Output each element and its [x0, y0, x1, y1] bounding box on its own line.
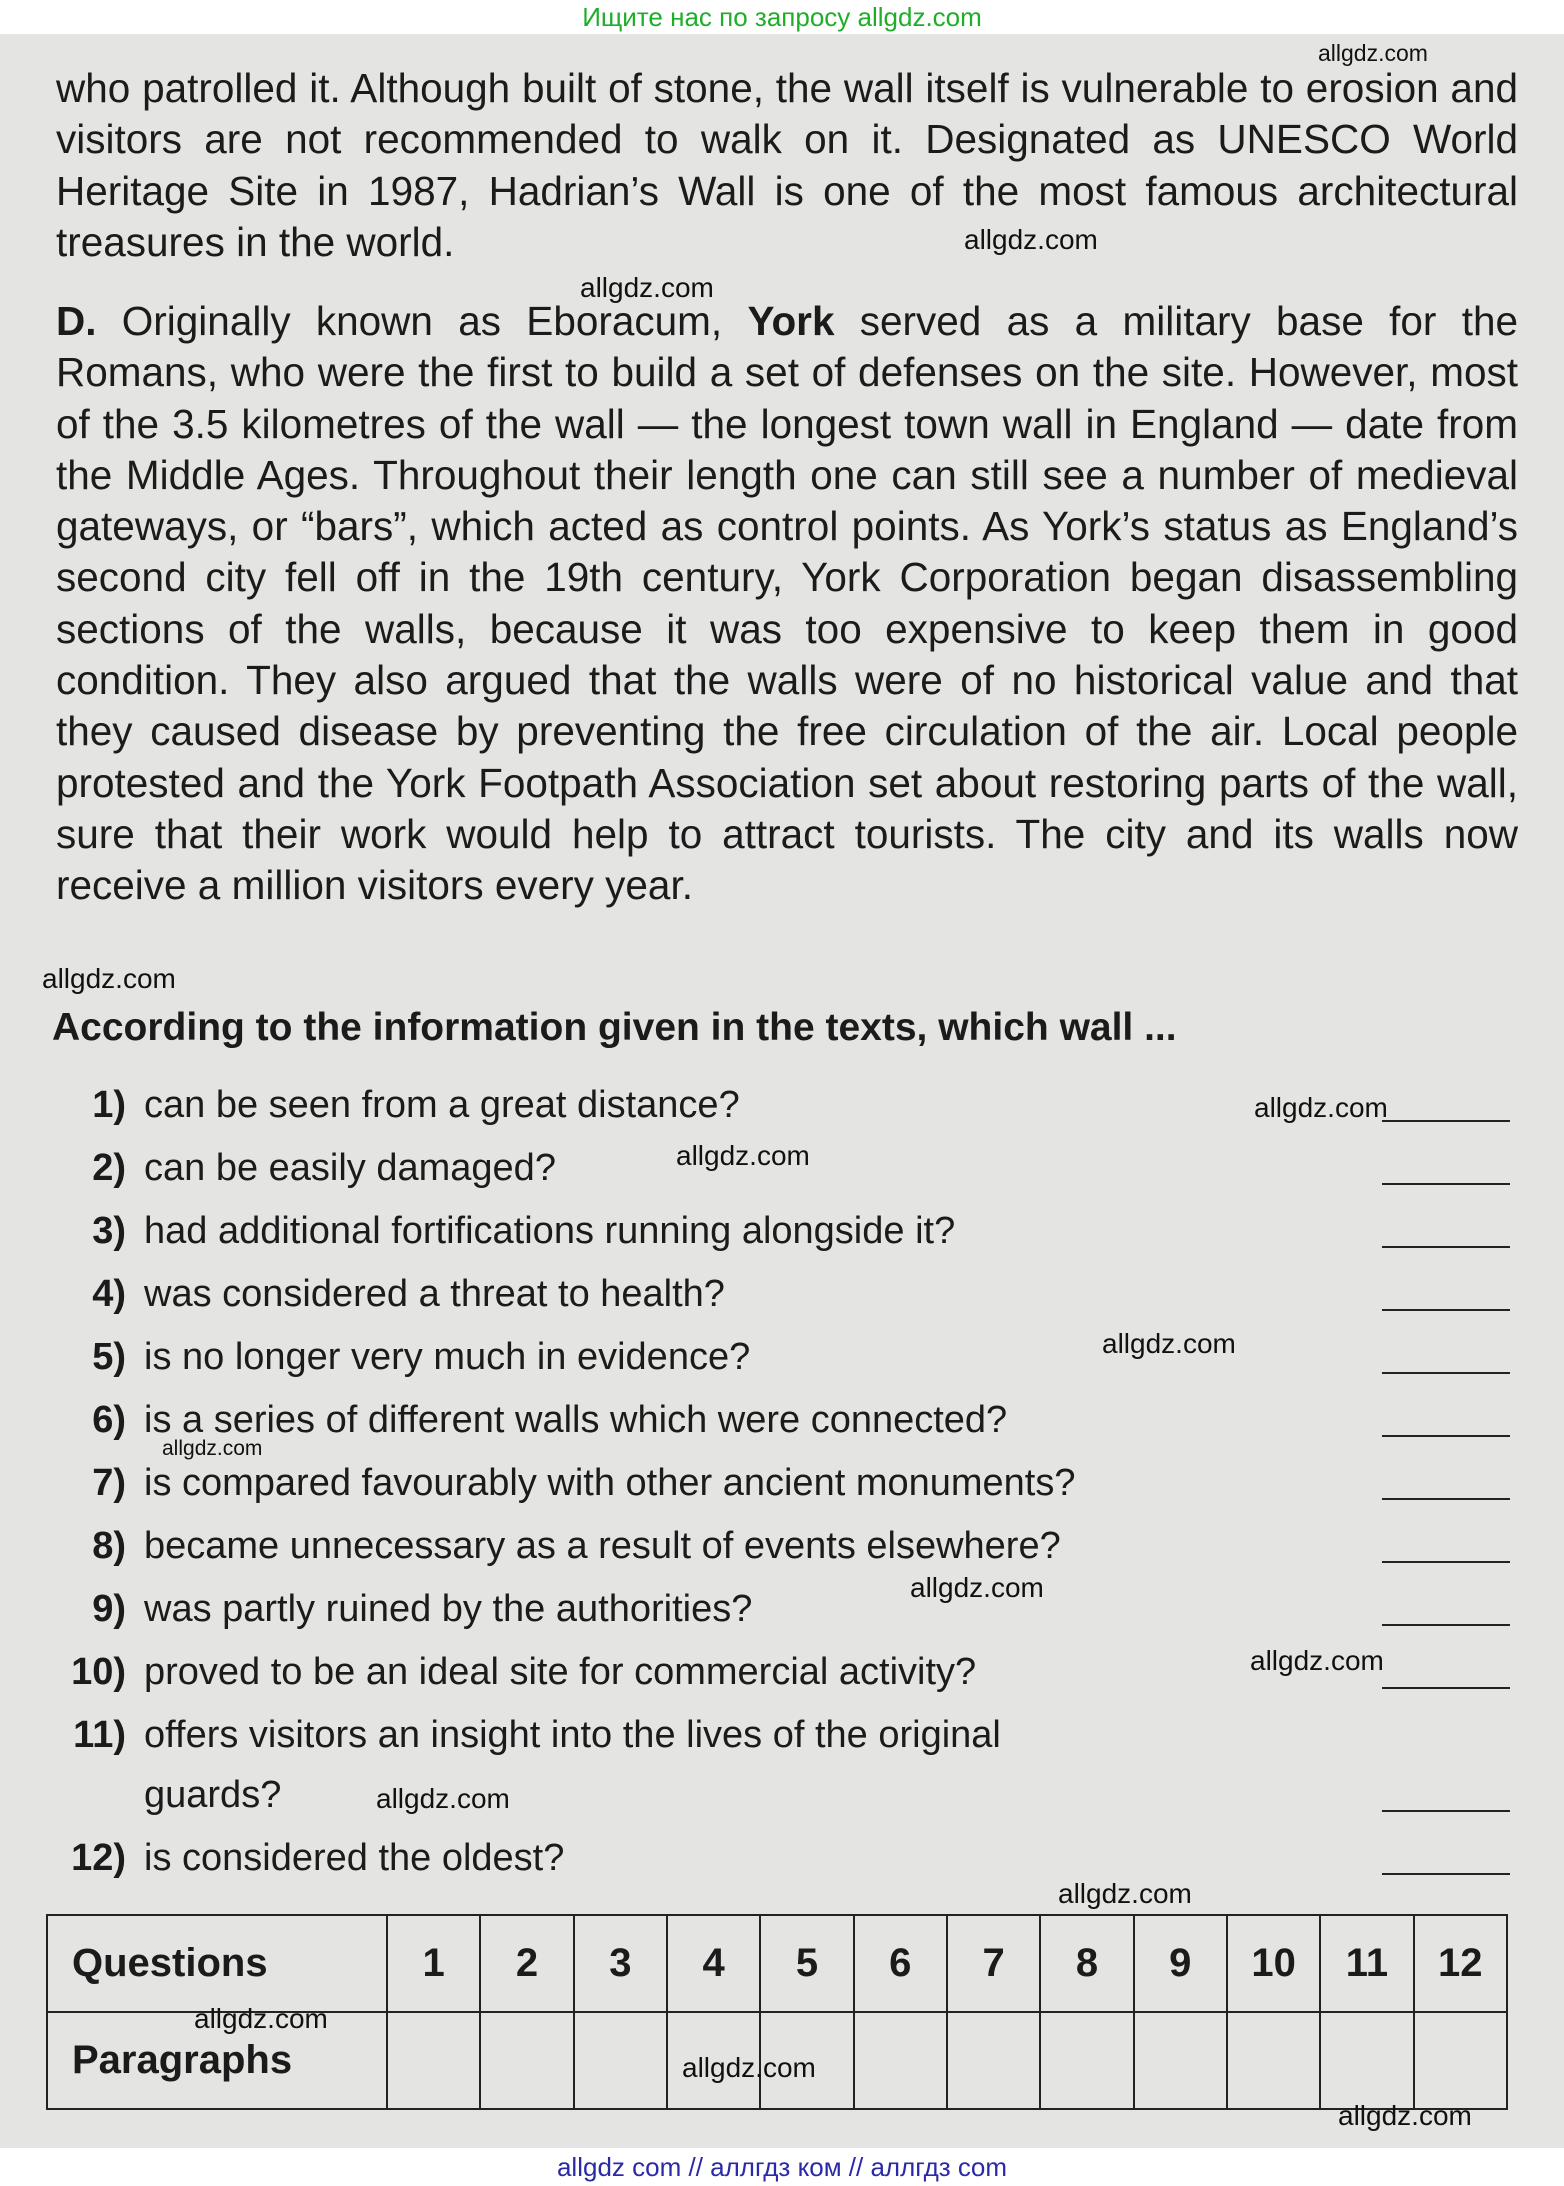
- table-cell: 3: [574, 1915, 667, 2012]
- question-number: 9): [92, 1588, 126, 1630]
- question-item: [60, 1521, 1510, 1571]
- bottom-banner: allgdz com // аллгдз ком // аллгдз com: [0, 2148, 1564, 2186]
- question-number: 6): [92, 1399, 126, 1441]
- table-cell: 10: [1227, 1915, 1320, 2012]
- paragraph-c: who patrolled it. Although built of stone, the wall itself is vulnerable to erosion and visitors are not recommended to walk on it. Designated as UNESCO World Heritage Site in 1987, Hadrian’s Wall is one of the most famous architectural treasures in the world.: [56, 65, 1518, 265]
- answer-blank[interactable]: [1382, 1873, 1510, 1875]
- question-text: was partly ruined by the authorities?: [144, 1588, 753, 1630]
- question-number: 4): [92, 1273, 126, 1315]
- watermark: allgdz.com: [1254, 1092, 1388, 1123]
- question-text: can be seen from a great distance?: [144, 1084, 740, 1126]
- watermark: allgdz.com: [964, 224, 1098, 255]
- question-item: [60, 1332, 1510, 1382]
- table-cell: 4: [667, 1915, 760, 2012]
- answer-blank[interactable]: [1382, 1435, 1510, 1437]
- question-number: 12): [71, 1837, 126, 1879]
- paragraph-text: served as a military base for the Romans, who were the first to build a set of defenses on the site. However, most of the 3.5 kilometres of the wall — the longest town wall in England — date from the Middle Ages. Throughout their length one can still see a number of medieval gateways, or “bars”, which acted as control points. As York’s status as England’s second city fell off in the 19th century, York Corporation began disassembling sections of the walls, because it was too expensive to keep them in good condition. They also argued that the walls were of no historical value and that they caused disease by preventing the free circulation of the air. Local people protested and the York Footpath Association set about restoring parts of the wall, sure that their work would help to attract tourists. The city and its walls now receive a million visitors every year.: [56, 298, 1518, 909]
- watermark: allgdz.com: [162, 1437, 263, 1460]
- question-text: became unnecessary as a result of events elsewhere?: [144, 1525, 1061, 1567]
- question-text: is no longer very much in evidence?: [144, 1336, 751, 1378]
- question-text: had additional fortifications running alongside it?: [144, 1210, 956, 1252]
- question-text: can be easily damaged?: [144, 1147, 556, 1189]
- answer-blank[interactable]: [1382, 1309, 1510, 1311]
- question-item: [60, 1710, 1510, 1760]
- watermark: allgdz.com: [1102, 1328, 1236, 1359]
- question-item: [60, 1833, 1510, 1883]
- bold-keyword: York: [747, 298, 835, 344]
- watermark: allgdz.com: [1338, 2100, 1472, 2131]
- watermark: allgdz.com: [1058, 1878, 1192, 1909]
- answer-cell[interactable]: [574, 2012, 667, 2109]
- question-text: is compared favourably with other ancient monuments?: [144, 1462, 1076, 1504]
- watermark: allgdz.com: [376, 1783, 510, 1814]
- watermark: allgdz.com: [676, 1140, 810, 1171]
- question-item: [60, 1458, 1510, 1508]
- question-number: 5): [92, 1336, 126, 1378]
- question-number: 7): [92, 1462, 126, 1504]
- answer-cell[interactable]: [947, 2012, 1040, 2109]
- question-item: [60, 1584, 1510, 1634]
- answer-cell[interactable]: [1414, 2012, 1507, 2109]
- answer-blank[interactable]: [1382, 1246, 1510, 1248]
- answer-cell[interactable]: [387, 2012, 480, 2109]
- answer-blank[interactable]: [1382, 1498, 1510, 1500]
- answer-blank[interactable]: [1382, 1810, 1510, 1812]
- watermark: allgdz.com: [580, 272, 714, 303]
- question-text: offers visitors an insight into the lives of the original: [144, 1714, 1001, 1756]
- question-number: 3): [92, 1210, 126, 1252]
- question-text: proved to be an ideal site for commercial activity?: [144, 1651, 977, 1693]
- watermark: allgdz.com: [1250, 1645, 1384, 1676]
- watermark: allgdz.com: [42, 963, 176, 994]
- answer-blank[interactable]: [1382, 1561, 1510, 1563]
- table-cell: 5: [760, 1915, 853, 2012]
- answer-blank[interactable]: [1382, 1687, 1510, 1689]
- answer-blank[interactable]: [1382, 1372, 1510, 1374]
- question-item: [60, 1395, 1510, 1445]
- question-number: 2): [92, 1147, 126, 1189]
- table-cell: 12: [1414, 1915, 1507, 2012]
- paragraph-letter: D.: [56, 298, 97, 344]
- top-banner: Ищите нас по запросу allgdz.com: [0, 0, 1564, 34]
- question-text: is considered the oldest?: [144, 1837, 565, 1879]
- paragraph-text: Originally known as Eboracum,: [96, 298, 748, 344]
- answer-cell[interactable]: [1227, 2012, 1320, 2109]
- question-number: 8): [92, 1525, 126, 1567]
- answer-cell[interactable]: [1320, 2012, 1413, 2109]
- question-number: 11): [73, 1714, 126, 1756]
- question-text: is a series of different walls which were connected?: [144, 1399, 1008, 1441]
- answer-blank[interactable]: [1382, 1120, 1510, 1122]
- answer-cell[interactable]: [854, 2012, 947, 2109]
- paragraph-d: [56, 296, 1518, 912]
- table-cell: 7: [947, 1915, 1040, 2012]
- watermark: allgdz.com: [1318, 40, 1428, 66]
- answer-blank[interactable]: [1382, 1624, 1510, 1626]
- answer-cell[interactable]: [1134, 2012, 1227, 2109]
- watermark: allgdz.com: [682, 2052, 816, 2083]
- question-text: guards?: [144, 1774, 282, 1816]
- answer-cell[interactable]: [480, 2012, 573, 2109]
- question-number: 10): [71, 1651, 126, 1693]
- question-item: [60, 1269, 1510, 1319]
- task-instruction: According to the information given in the texts, which wall ...: [52, 1006, 1177, 1049]
- table-cell: 1: [387, 1915, 480, 2012]
- watermark: allgdz.com: [910, 1572, 1044, 1603]
- table-row: [47, 1915, 1507, 2012]
- answer-blank[interactable]: [1382, 1183, 1510, 1185]
- watermark: allgdz.com: [194, 2003, 328, 2034]
- table-cell: 2: [480, 1915, 573, 2012]
- table-row-label: Paragraphs: [47, 2012, 387, 2109]
- table-cell: 6: [854, 1915, 947, 2012]
- table-cell: 8: [1040, 1915, 1133, 2012]
- answer-cell[interactable]: [1040, 2012, 1133, 2109]
- question-text: was considered a threat to health?: [144, 1273, 725, 1315]
- table-row-label: Questions: [47, 1915, 387, 2012]
- question-number: 1): [92, 1084, 126, 1126]
- question-item-continuation: [60, 1770, 1510, 1820]
- table-cell: 9: [1134, 1915, 1227, 2012]
- table-cell: 11: [1320, 1915, 1413, 2012]
- question-item: [60, 1206, 1510, 1256]
